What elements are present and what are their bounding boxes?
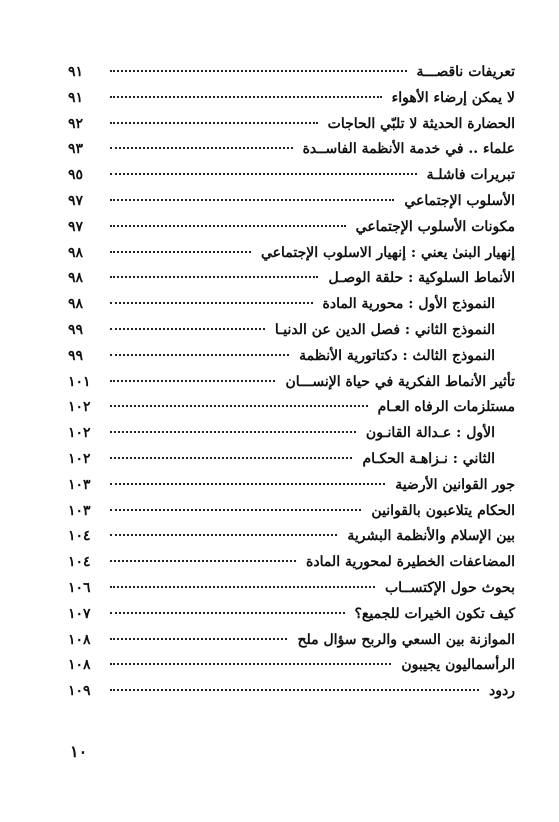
toc-entry-title: النموذج الأول : محورية المادة	[322, 296, 495, 313]
toc-entry-page: ٩٨	[68, 270, 84, 287]
toc-entry-title: النموذج الثاني : فصل الدين عن الدنيـا	[274, 321, 495, 338]
toc-entry-page: ١٠٧	[68, 605, 91, 622]
toc-entry-title: كيف تكون الخيرات للجميع؟	[354, 605, 515, 622]
toc-entry	[68, 524, 515, 550]
toc-entry	[68, 653, 515, 679]
toc-entry	[68, 499, 515, 525]
toc-entry	[68, 215, 515, 241]
toc-entry-title: تبريرات فاشلـة	[426, 167, 515, 184]
dot-leader	[110, 251, 251, 253]
toc-entry	[68, 421, 515, 447]
toc-entry	[68, 395, 515, 421]
toc-entry-title: تعريفات ناقصـــة	[416, 64, 515, 80]
toc-entry	[68, 112, 515, 138]
toc-entry-page: ١٠٨	[68, 657, 91, 674]
toc-entry-title: الرأسماليون يجيبون	[401, 657, 515, 674]
toc-entry-page: ٩٩	[68, 347, 84, 364]
toc-entry	[68, 628, 515, 654]
toc-entry-title: الأنماط السلوكية : حلقة الوصـل	[328, 270, 515, 287]
toc-entry-title: إنهيار البنىٰ يعني : إنهيار الاسلوب الإجتماعي	[261, 244, 515, 261]
toc-entry-page: ٩٧	[68, 192, 84, 209]
toc-entry-page: ١٠٢	[68, 425, 91, 442]
dot-leader	[110, 354, 289, 356]
dot-leader	[110, 96, 382, 98]
dot-leader	[110, 122, 318, 124]
toc-entry	[68, 473, 515, 499]
dot-leader	[110, 405, 368, 407]
toc-entry	[68, 137, 515, 163]
toc-entry-title: الحضارة الحديثة لا تلبّي الحاجات	[327, 115, 515, 132]
toc-entry-title: بين الإسلام والأنظمة البشرية	[347, 528, 515, 545]
toc-entry	[68, 318, 515, 344]
dot-leader	[110, 147, 293, 149]
dot-leader	[110, 509, 361, 511]
toc-entry	[68, 292, 515, 318]
dot-leader	[110, 534, 337, 536]
toc-entry-title: المضاعفات الخطيرة لمحورية المادة	[306, 554, 515, 571]
toc-entry-page: ٩٩	[68, 321, 84, 338]
toc-entry	[68, 679, 515, 705]
toc-entry-title: الموازنة بين السعي والربح سؤال ملح	[297, 631, 515, 648]
dot-leader	[110, 380, 275, 382]
dot-leader	[110, 328, 265, 330]
toc-entry-title: علماء .. في خدمة الأنظمة الفاســدة	[302, 141, 515, 158]
toc-entry-page: ٩٨	[68, 296, 84, 313]
toc-entry-title: الأول : عـدالة القانـون	[365, 425, 495, 442]
dot-leader	[110, 431, 356, 433]
toc-entry	[68, 550, 515, 576]
toc-entry-title: ردود	[489, 683, 515, 700]
toc-entry	[68, 189, 515, 215]
toc-entry-page: ٩٨	[68, 244, 84, 261]
toc-entry-title: الأسلوب الإجتماعي	[404, 192, 515, 209]
toc-entry	[68, 602, 515, 628]
toc-entry-title: النموذج الثالث : دكتاتورية الأنظمة	[299, 347, 495, 364]
dot-leader	[110, 638, 287, 640]
toc-entry-title: مكونات الأسلوب الإجتماعي	[355, 218, 515, 235]
dot-leader	[110, 560, 296, 562]
toc-entry-title: الثاني : نـزاهـة الحكـام	[362, 450, 495, 467]
toc-entry-page: ٩١	[68, 64, 84, 80]
toc-entry	[68, 370, 515, 396]
dot-leader	[110, 663, 391, 665]
toc-entry-page: ١٠٤	[68, 528, 91, 545]
toc-entry	[68, 447, 515, 473]
dot-leader	[110, 483, 385, 485]
toc-entry-page: ٩٥	[68, 167, 84, 184]
toc-entry-page: ٩٢	[68, 115, 84, 132]
toc-entry-title: جور القوانين الأرضية	[395, 476, 515, 493]
toc-entry	[68, 344, 515, 370]
toc-entry-page: ١٠٣	[68, 502, 91, 519]
toc-entry-page: ١٠٢	[68, 450, 91, 467]
dot-leader	[110, 689, 479, 691]
dot-leader	[110, 302, 313, 304]
toc-entry-title: بحوث حول الإكتســاب	[384, 579, 515, 596]
page-number: ١٠	[70, 742, 88, 761]
toc-entry-page: ١٠٦	[68, 579, 91, 596]
toc-entry-page: ١٠٨	[68, 631, 91, 648]
dot-leader	[110, 612, 345, 614]
toc-entry	[68, 576, 515, 602]
toc-entry-page: ٩١	[68, 89, 84, 106]
dot-leader	[110, 457, 352, 459]
toc-entry-page: ٩٧	[68, 218, 84, 235]
dot-leader	[110, 225, 346, 227]
toc-entry-title: مستلزمات الرفاه العـام	[377, 399, 515, 416]
toc-entry-page: ١٠١	[68, 373, 91, 390]
toc-entry-page: ١٠٩	[68, 683, 91, 700]
toc-entry	[68, 86, 515, 112]
toc-entry-page: ١٠٢	[68, 399, 91, 416]
toc-entry-page: ٩٣	[68, 141, 84, 158]
toc-entry	[68, 266, 515, 292]
dot-leader	[110, 173, 417, 175]
toc-entry-title: تأثير الأنماط الفكرية في حياة الإنســـان	[285, 373, 515, 390]
toc-entry-page: ١٠٤	[68, 554, 91, 571]
dot-leader	[110, 586, 375, 588]
dot-leader	[110, 70, 407, 72]
toc-entry	[68, 241, 515, 267]
toc-entry-page: ١٠٣	[68, 476, 91, 493]
dot-leader	[110, 199, 394, 201]
toc-entry-title: لا يمكن إرضاء الأهواء	[391, 89, 515, 106]
toc-entry	[68, 163, 515, 189]
toc-entry	[68, 60, 515, 86]
toc-entry-title: الحكام يتلاعبون بالقوانين	[371, 502, 515, 519]
dot-leader	[110, 276, 318, 278]
table-of-contents	[68, 60, 515, 705]
